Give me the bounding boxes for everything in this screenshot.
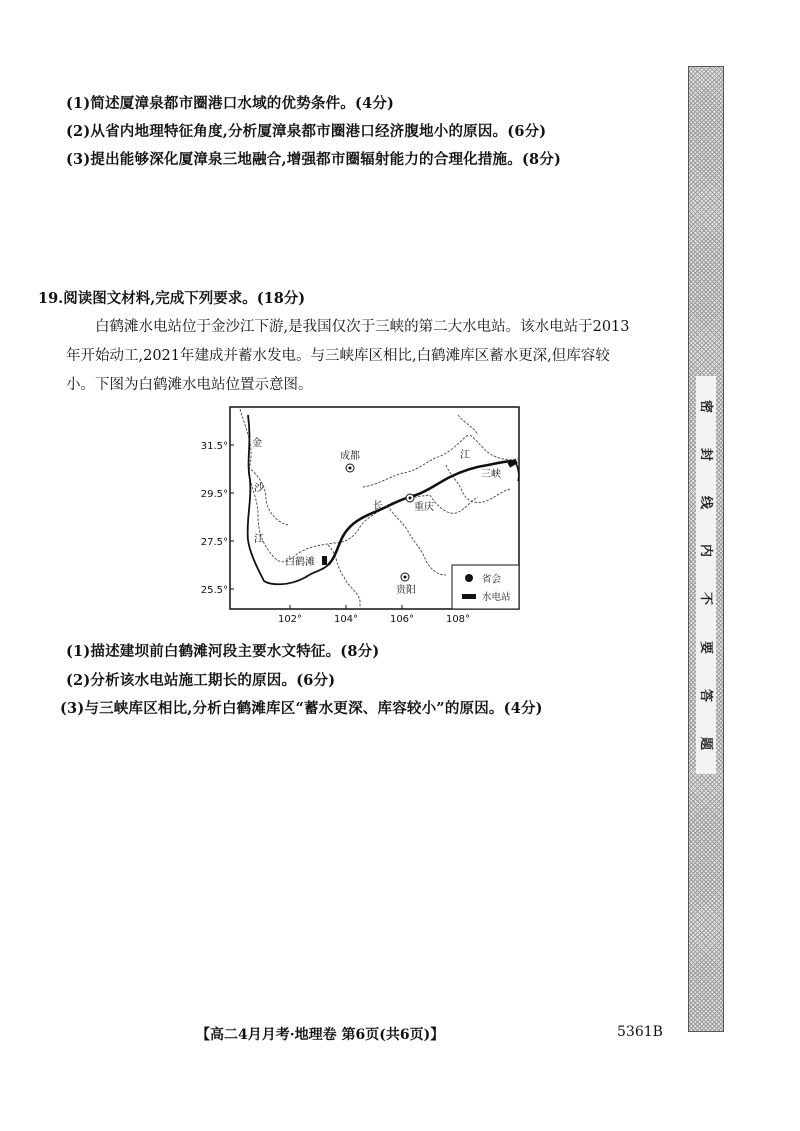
binding-char-5: 不 bbox=[698, 592, 714, 606]
lat-label-29-5: 29.5° bbox=[200, 489, 228, 500]
river-label-jin: 金 bbox=[252, 438, 262, 449]
lat-label-27-5: 27.5° bbox=[200, 537, 228, 548]
legend-station-label: 水电站 bbox=[482, 592, 511, 603]
binding-char-1: 密 bbox=[698, 399, 714, 413]
binding-char-6: 要 bbox=[698, 640, 714, 654]
question-19-sub-3: (3)与三峡库区相比,分析白鹤滩库区“蓄水更深、库容较小”的原因。(4分) bbox=[60, 700, 543, 717]
lon-label-104: 104° bbox=[333, 614, 359, 625]
binding-notice bbox=[696, 376, 716, 774]
lon-label-102: 102° bbox=[277, 614, 303, 625]
lon-label-106: 106° bbox=[389, 614, 415, 625]
material-line-2: 年开始动工,2021年建成并蓄水发电。与三峡库区相比,白鹤滩库区蓄水更深,但库容较 bbox=[66, 348, 610, 364]
lat-label-25-5: 25.5° bbox=[200, 585, 228, 596]
binding-char-3: 线 bbox=[698, 495, 714, 509]
prev-question-1: (1)简述厦漳泉都市圈港口水域的优势条件。(4分) bbox=[66, 95, 395, 112]
guiyang-label: 贵阳 bbox=[396, 585, 416, 596]
map-svg bbox=[188, 405, 533, 630]
material-line-1: 白鹤滩水电站位于金沙江下游,是我国仅次于三峡的第二大水电站。该水电站于2013 bbox=[95, 319, 630, 335]
binding-char-7: 答 bbox=[698, 688, 714, 702]
binding-char-8: 题 bbox=[698, 736, 714, 750]
question-19-sub-1: (1)描述建坝前白鹤滩河段主要水文特征。(8分) bbox=[66, 643, 380, 660]
page-footer: 【高二4月月考·地理卷 第6页(共6页)】 bbox=[196, 1027, 445, 1043]
question-19-heading: 19.阅读图文材料,完成下列要求。(18分) bbox=[38, 290, 306, 307]
river-label-jiang-upper: 江 bbox=[254, 534, 264, 545]
question-19-sub-2: (2)分析该水电站施工期长的原因。(6分) bbox=[66, 672, 336, 689]
paper-code: 5361B bbox=[617, 1024, 663, 1040]
binding-char-4: 内 bbox=[698, 544, 714, 558]
prev-question-3: (3)提出能够深化厦漳泉三地融合,增强都市圈辐射能力的合理化措施。(8分) bbox=[66, 151, 562, 168]
river-label-jiang-lower: 江 bbox=[460, 450, 470, 461]
lon-label-108: 108° bbox=[445, 614, 471, 625]
baihetan-location-map bbox=[188, 405, 533, 630]
river-label-sha: 沙 bbox=[254, 483, 264, 494]
baihetan-label: 白鹤滩 bbox=[285, 557, 315, 568]
material-line-3: 小。下图为白鹤滩水电站位置示意图。 bbox=[66, 377, 313, 393]
prev-question-2: (2)从省内地理特征角度,分析厦漳泉都市圈港口经济腹地小的原因。(6分) bbox=[66, 123, 547, 140]
binding-char-2: 封 bbox=[698, 447, 714, 461]
sanxia-label: 三峡 bbox=[481, 469, 501, 480]
chongqing-label: 重庆 bbox=[414, 502, 434, 513]
legend-station-marker bbox=[462, 594, 476, 599]
legend-capital-label: 省会 bbox=[482, 574, 502, 585]
lat-label-31-5: 31.5° bbox=[200, 441, 228, 452]
chengdu-label: 成都 bbox=[340, 451, 360, 462]
legend-capital-marker bbox=[465, 574, 473, 582]
question-19-material bbox=[66, 313, 678, 400]
river-label-chang: 长 bbox=[373, 501, 383, 512]
baihetan-marker bbox=[322, 556, 327, 565]
map-legend bbox=[452, 565, 519, 609]
